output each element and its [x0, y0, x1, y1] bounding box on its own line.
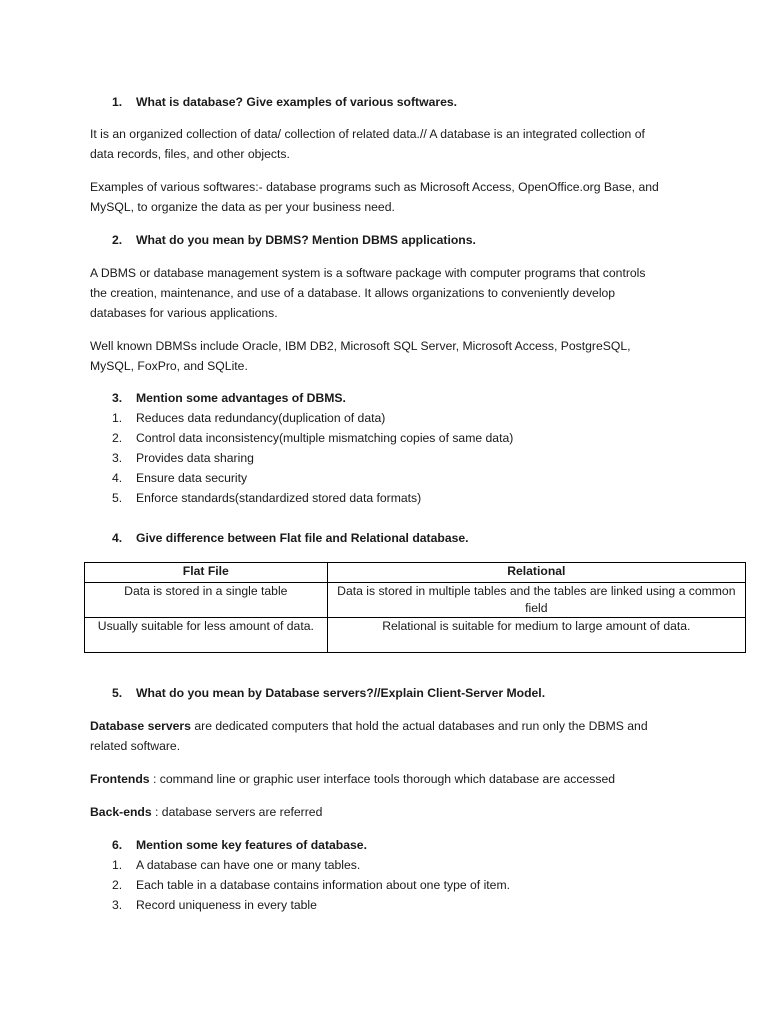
list-text: Enforce standards(standardized stored data formats) [136, 491, 422, 505]
list-number: 4. [112, 471, 123, 485]
list-number: 3. [112, 451, 123, 465]
paragraph-line: data records, files, and other objects. [90, 147, 290, 161]
list-item [112, 488, 513, 508]
list-text: Each table in a database contains information about one type of item. [136, 878, 510, 892]
column-header-flat-file: Flat File [85, 563, 328, 583]
table-row [85, 583, 746, 618]
list-number: 2. [112, 431, 123, 445]
paragraph-line: It is an organized collection of data/ collection of related data.// A database is an integrated collection of [90, 127, 645, 141]
question-title: Mention some key features of database. [136, 838, 367, 852]
paragraph-line: MySQL, FoxPro, and SQLite. [90, 359, 248, 373]
question-number: 1. [112, 95, 123, 109]
question-title: Mention some advantages of DBMS. [136, 391, 346, 405]
question-title: What do you mean by DBMS? Mention DBMS applications. [136, 233, 476, 247]
list-item [112, 408, 513, 428]
q2-definition-paragraph [90, 263, 690, 323]
list-text: Control data inconsistency(multiple mismatching copies of same data) [136, 431, 514, 445]
paragraph-line: databases for various applications. [90, 306, 278, 320]
question-title: Give difference between Flat file and Relational database. [136, 531, 469, 545]
comparison-table [84, 562, 746, 653]
table-cell: Data is stored in a single table [85, 583, 328, 618]
list-text: Provides data sharing [136, 451, 254, 465]
table-cell: Data is stored in multiple tables and the tables are linked using a common field [327, 583, 745, 618]
q2-examples-paragraph [90, 336, 690, 376]
q1-examples-paragraph [90, 177, 690, 217]
question-4-heading [112, 528, 469, 548]
list-item [112, 895, 510, 915]
question-1-heading [112, 92, 457, 112]
question-title: What is database? Give examples of various softwares. [136, 95, 458, 109]
question-number: 2. [112, 233, 123, 247]
term-frontends: Frontends [90, 772, 150, 786]
paragraph-line: related software. [90, 739, 181, 753]
list-item [112, 875, 510, 895]
table-header-row [85, 563, 746, 583]
list-text: A database can have one or many tables. [136, 858, 361, 872]
list-number: 3. [112, 898, 123, 912]
list-text: Ensure data security [136, 471, 248, 485]
paragraph-line: A DBMS or database management system is a software package with computer programs that controls [90, 266, 646, 280]
q1-definition-paragraph [90, 124, 690, 164]
term-back-ends: Back-ends [90, 805, 152, 819]
question-number: 4. [112, 531, 123, 545]
advantages-list [112, 408, 513, 508]
paragraph-line [90, 769, 690, 789]
question-number: 6. [112, 838, 123, 852]
list-text: Reduces data redundancy(duplication of data) [136, 411, 386, 425]
term-definition: : database servers are referred [151, 805, 323, 819]
table-row [85, 618, 746, 653]
term-definition: are dedicated computers that hold the actual databases and run only the DBMS and [190, 719, 648, 733]
list-item [112, 855, 510, 875]
list-number: 1. [112, 858, 123, 872]
question-2-heading [112, 230, 476, 250]
paragraph-line: the creation, maintenance, and use of a database. It allows organizations to conveniently develop [90, 286, 616, 300]
database-servers-paragraph [90, 716, 690, 756]
table-cell: Relational is suitable for medium to large amount of data. [327, 618, 745, 653]
question-number: 5. [112, 686, 123, 700]
backends-paragraph [90, 802, 690, 822]
list-item [112, 428, 513, 448]
question-title: What do you mean by Database servers?//Explain Client-Server Model. [136, 686, 546, 700]
term-definition: : command line or graphic user interface tools thorough which database are accessed [149, 772, 616, 786]
paragraph-line: Well known DBMSs include Oracle, IBM DB2, Microsoft SQL Server, Microsoft Access, PostgreSQL, [90, 339, 631, 353]
list-item [112, 448, 513, 468]
question-number: 3. [112, 391, 123, 405]
paragraph-line: MySQL, to organize the data as per your business need. [90, 200, 395, 214]
question-3-heading [112, 388, 346, 408]
table-cell: Usually suitable for less amount of data. [85, 618, 328, 653]
list-number: 5. [112, 491, 123, 505]
paragraph-line [90, 802, 690, 822]
frontends-paragraph [90, 769, 690, 789]
list-number: 2. [112, 878, 123, 892]
question-6-heading [112, 835, 367, 855]
paragraph-line: Examples of various softwares:- database programs such as Microsoft Access, OpenOffice.org Base, and [90, 180, 659, 194]
question-5-heading [112, 683, 545, 703]
features-list [112, 855, 510, 915]
list-item [112, 468, 513, 488]
column-header-relational: Relational [327, 563, 745, 583]
term-database-servers: Database servers [90, 719, 191, 733]
paragraph-line [90, 716, 690, 736]
list-number: 1. [112, 411, 123, 425]
list-text: Record uniqueness in every table [136, 898, 317, 912]
